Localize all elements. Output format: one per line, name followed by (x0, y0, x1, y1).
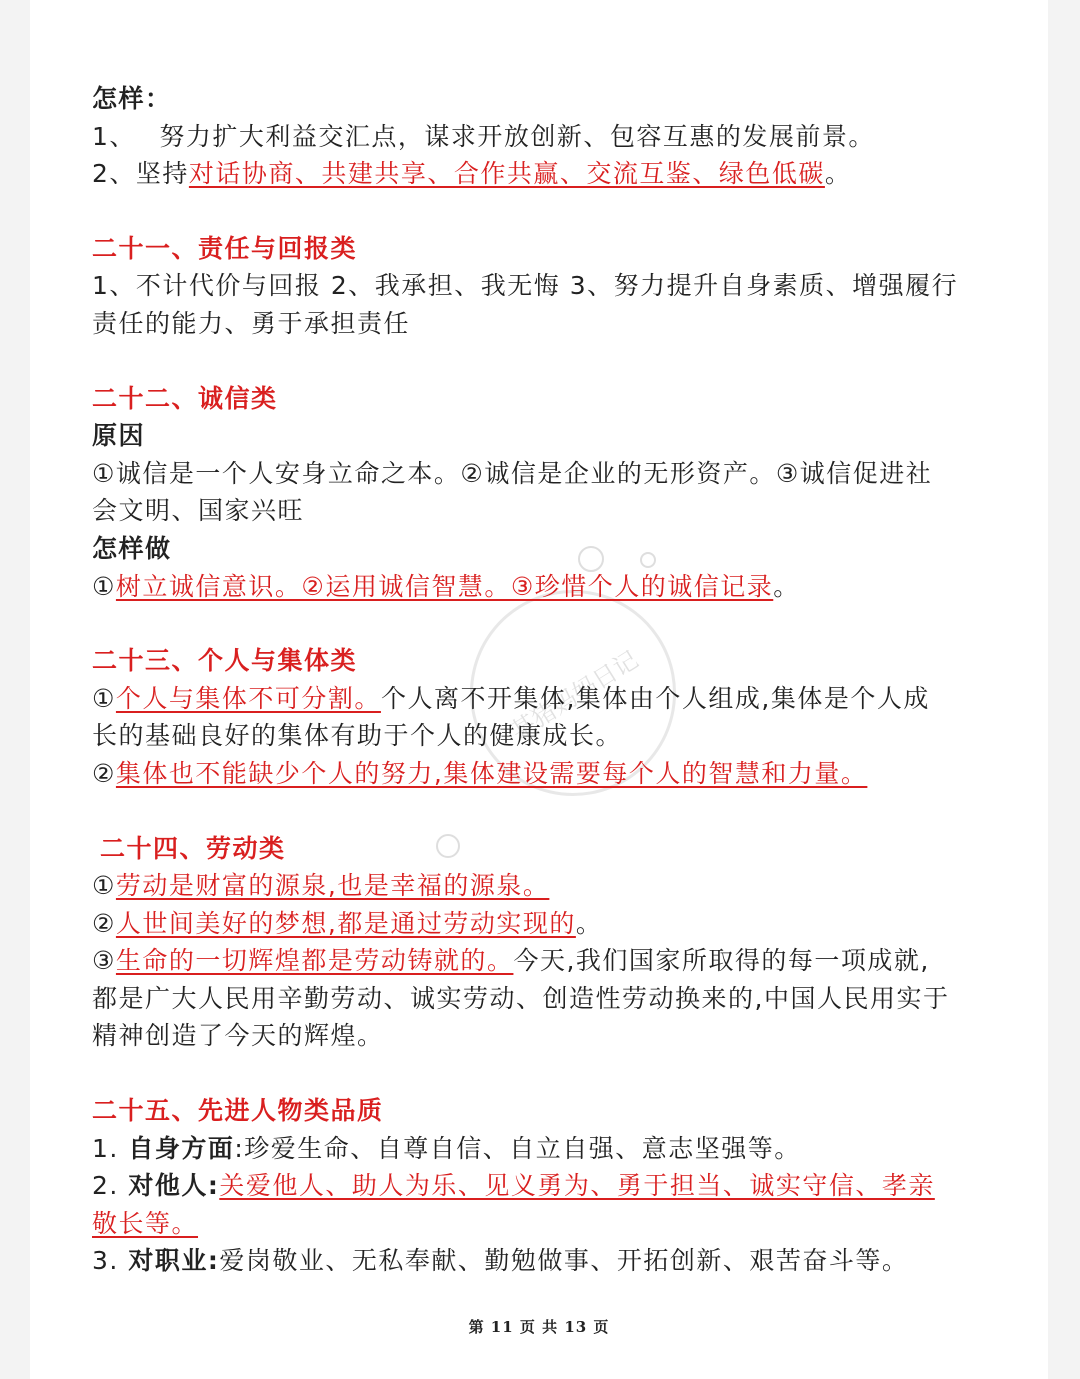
paragraph-line: 责任的能力、勇于承担责任 (92, 308, 411, 338)
paragraph-line: 会文明、国家兴旺 (92, 496, 305, 526)
paragraph-line: ①树立诚信意识。②运用诚信智慧。③珍惜个人的诚信记录。 (92, 571, 800, 601)
paragraph-line: 精神创造了今天的辉煌。 (92, 1021, 384, 1051)
section-heading-23: 二十三、个人与集体类 (92, 646, 358, 676)
highlighted-text: 劳动是财富的源泉,也是幸福的源泉。 (115, 871, 550, 901)
paragraph-line: 都是广大人民用辛勤劳动、诚实劳动、创造性劳动换来的,中国人民用实于 (92, 983, 950, 1013)
watermark-seal: 某猪妈妈日记 (431, 551, 715, 835)
paragraph-line: 2、坚持对话协商、共建共享、合作共赢、交流互鉴、绿色低碳。 (92, 159, 852, 189)
highlighted-text: 敬长等。 (92, 1208, 199, 1238)
section-heading-25: 二十五、先进人物类品质 (92, 1096, 384, 1126)
highlighted-text: 生命的一切辉煌都是劳动铸就的。 (115, 946, 514, 976)
paragraph-line: ①个人与集体不可分割。个人离不开集体,集体由个人组成,集体是个人成 (92, 683, 930, 713)
list-item-continuation (92, 1205, 992, 1243)
section-heading-22: 二十二、诚信类 (92, 383, 278, 413)
paragraph-line: ③生命的一切辉煌都是劳动铸就的。今天,我们国家所取得的每一项成就, (92, 946, 930, 976)
section-heading-21: 二十一、责任与回报类 (92, 233, 358, 263)
section-heading-24: 二十四、劳动类 (100, 833, 286, 863)
page-number-footer: 第 11 页 共 13 页 (468, 1318, 610, 1336)
section-subtitle: 怎样做 (92, 533, 172, 563)
paragraph-line: ①劳动是财富的源泉,也是幸福的源泉。 (92, 871, 550, 901)
list-item: 2. 对他人:关爱他人、助人为乐、见义勇为、勇于担当、诚实守信、孝亲 (92, 1171, 935, 1201)
highlighted-text: 树立诚信意识。②运用诚信智慧。③珍惜个人的诚信记录 (115, 571, 774, 601)
list-item: 1. 自身方面:珍爱生命、自尊自信、自立自强、意志坚强等。 (92, 1133, 801, 1163)
highlighted-text: 集体也不能缺少个人的努力,集体建设需要每个人的智慧和力量。 (115, 758, 868, 788)
section-subtitle: 原因 (92, 421, 146, 451)
highlighted-text: 个人与集体不可分割。 (115, 683, 381, 713)
document-body (92, 80, 992, 1280)
paragraph-line: ②集体也不能缺少个人的努力,集体建设需要每个人的智慧和力量。 (92, 758, 868, 788)
document-page (30, 0, 1048, 1379)
paragraph-line: ②人世间美好的梦想,都是通过劳动实现的。 (92, 908, 603, 938)
paragraph-line: 长的基础良好的集体有助于个人的健康成长。 (92, 721, 623, 751)
paragraph-line: 1、 努力扩大利益交汇点，谋求开放创新、包容互惠的发展前景。 (92, 121, 875, 151)
highlighted-text: 关爱他人、助人为乐、见义勇为、勇于担当、诚实守信、孝亲 (219, 1171, 935, 1201)
paragraph-line: 1、不计代价与回报 2、我承担、我无悔 3、努力提升自身素质、增强履行 (92, 271, 959, 301)
highlighted-text: 人世间美好的梦想,都是通过劳动实现的 (115, 908, 576, 938)
list-item: 3. 对职业:爱岗敬业、无私奉献、勤勉做事、开拓创新、艰苦奋斗等。 (92, 1246, 909, 1276)
paragraph-line: ①诚信是一个人安身立命之本。②诚信是企业的无形资产。③诚信促进社 (92, 458, 933, 488)
section-subtitle: 怎样： (92, 84, 172, 113)
highlighted-text: 对话协商、共建共享、合作共赢、交流互鉴、绿色低碳 (188, 159, 825, 189)
